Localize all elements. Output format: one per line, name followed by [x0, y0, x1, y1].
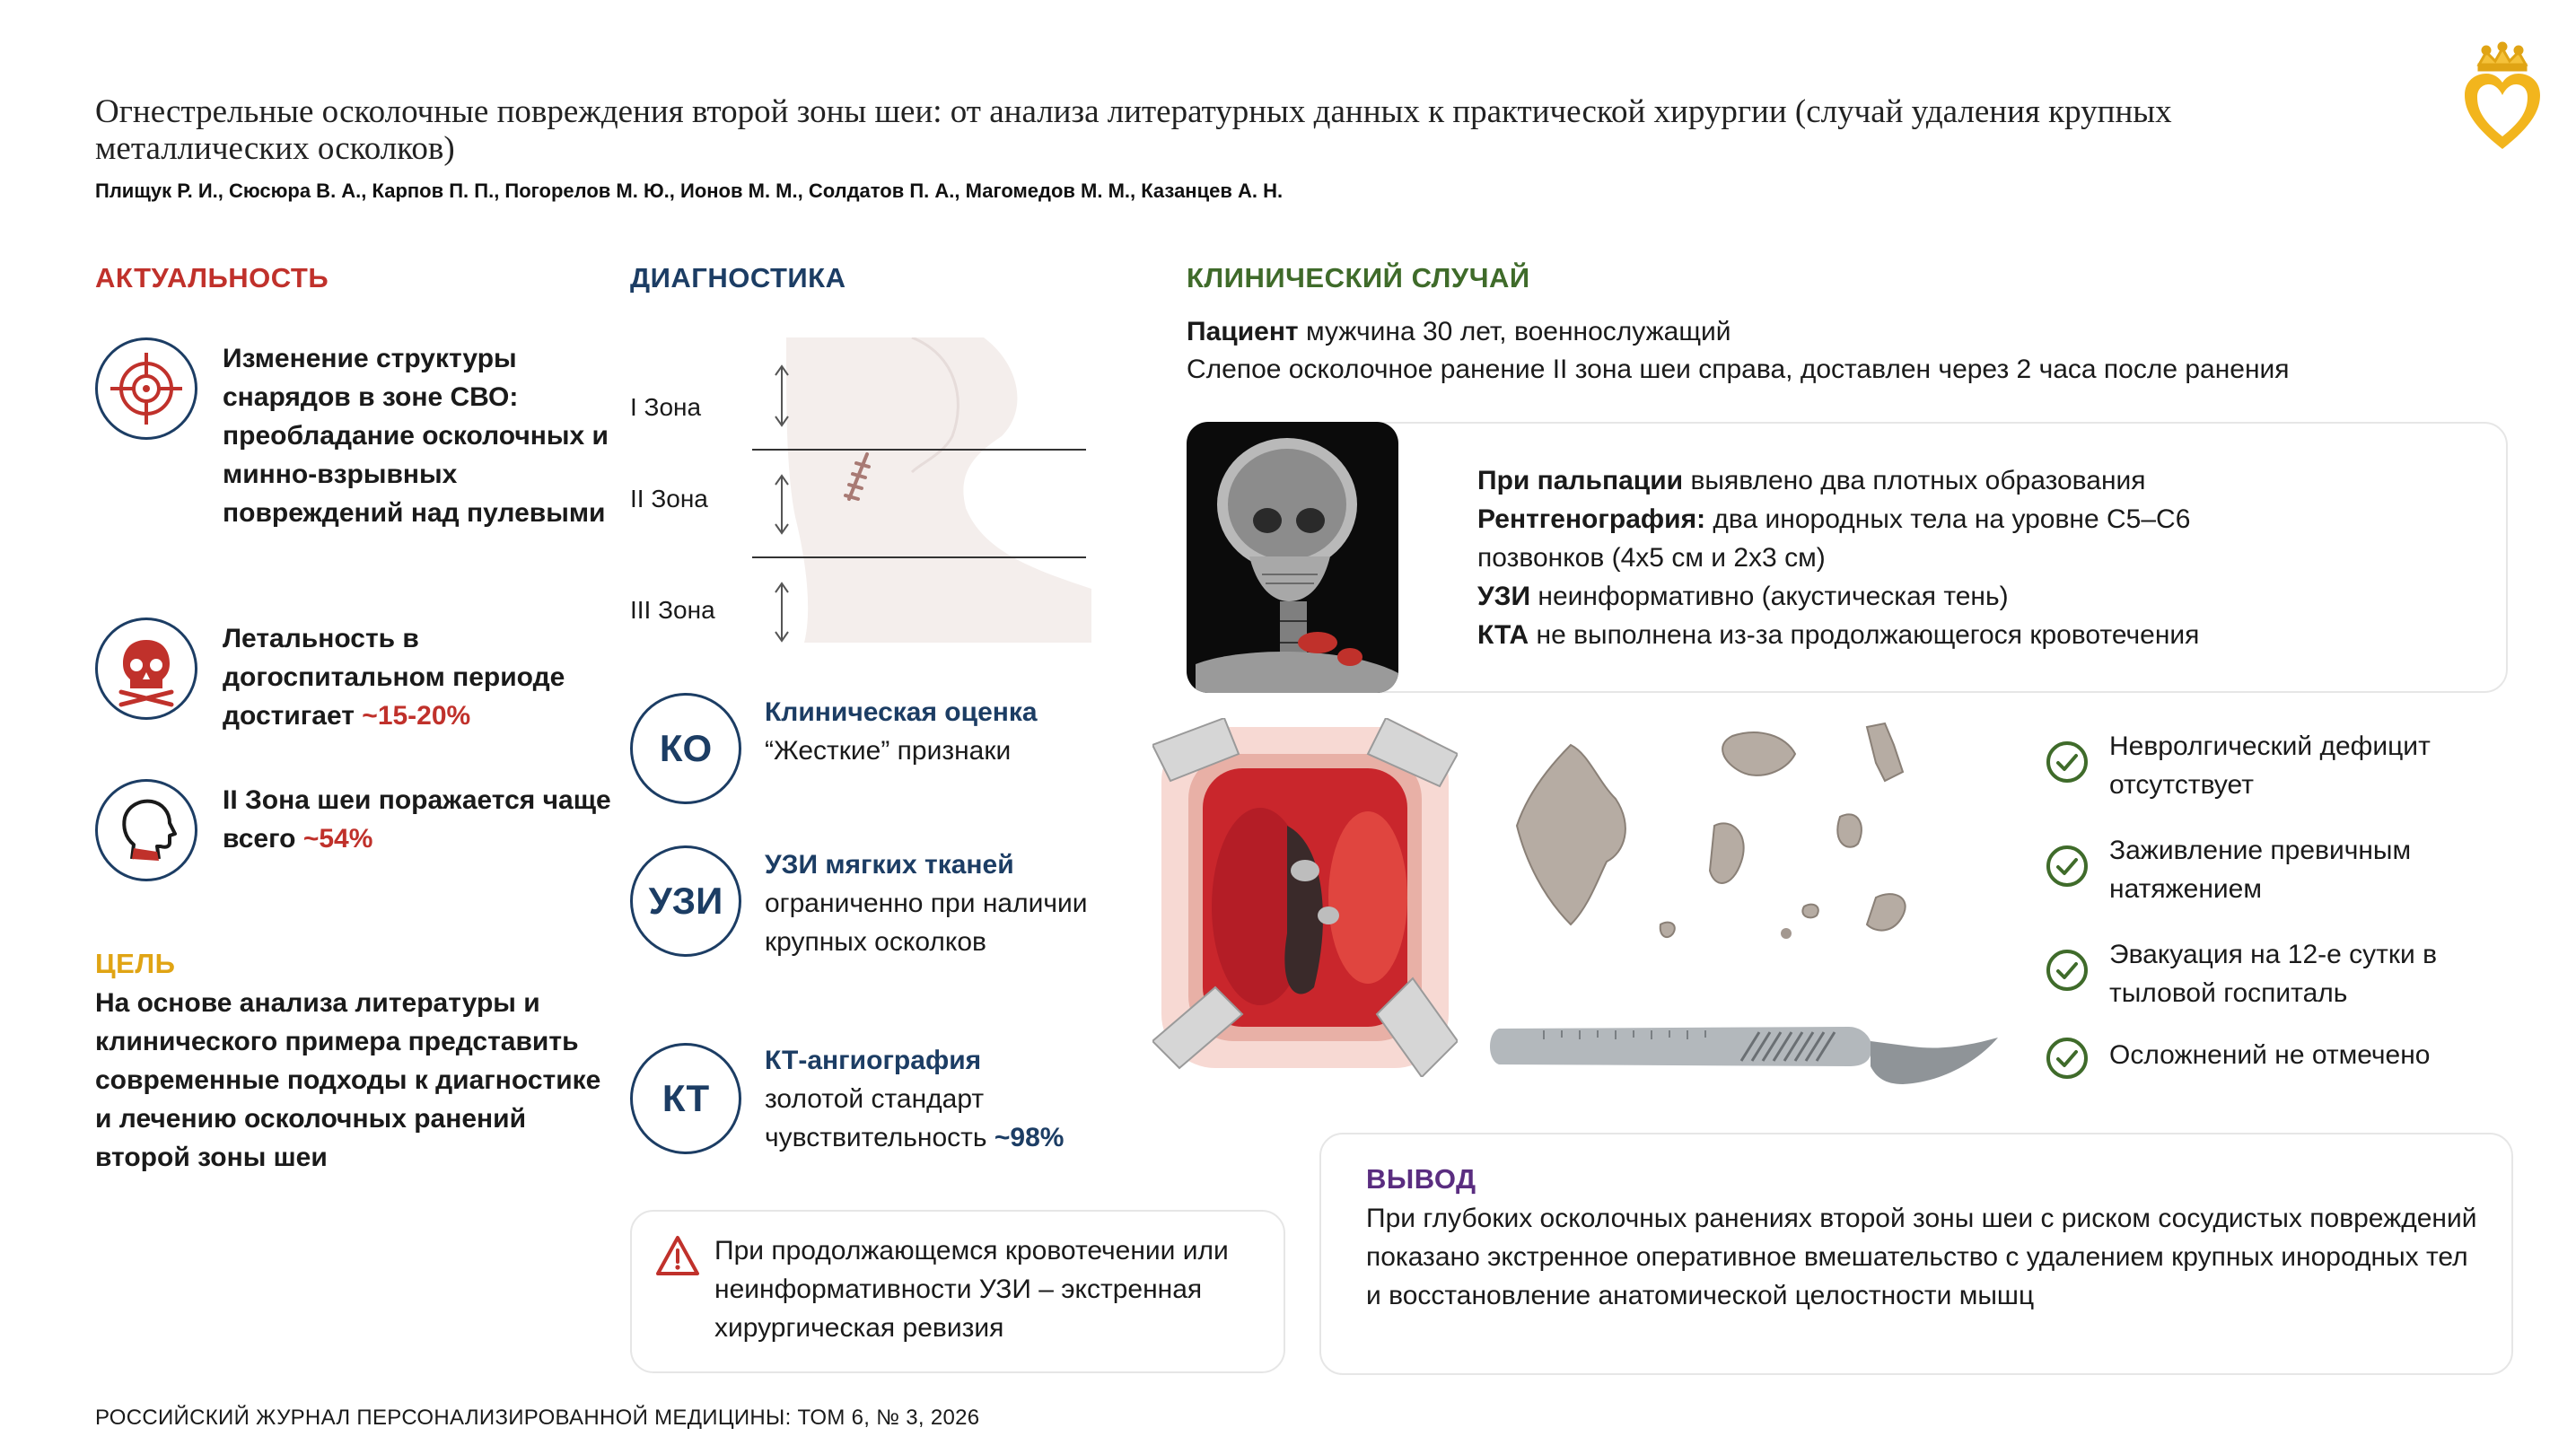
- journal-footer: РОССИЙСКИЙ ЖУРНАЛ ПЕРСОНАЛИЗИРОВАННОЙ МЕДИЦИНЫ: ТОМ 6, № 3, 2026: [95, 1406, 980, 1430]
- relevance-item-1: Изменение структуры снарядов в зоне СВО: преобладание осколочных и минно-взрывных повреждений над пулевыми: [223, 344, 609, 528]
- xray-image: [1187, 422, 1398, 693]
- warning-text: При продолжающемся кровотечении или неинформативности УЗИ – экстренная хирургическая ревизия: [714, 1236, 1229, 1343]
- check-icon: [2045, 948, 2090, 993]
- goal-heading: ЦЕЛЬ: [95, 948, 176, 979]
- method-kt-text: золотой стандарт чувствительность: [765, 1084, 987, 1152]
- diagnostics-heading: ДИАГНОСТИКА: [630, 262, 846, 293]
- warning-card: [630, 1210, 1285, 1373]
- skull-icon: [95, 618, 197, 720]
- scalpel-illustration: [1490, 1011, 2002, 1091]
- finding-palpation-label: При пальпации: [1477, 466, 1684, 495]
- surgical-wound-illustration: [1152, 718, 1458, 1077]
- method-kt-badge: КТ: [630, 1043, 741, 1154]
- target-icon: [95, 337, 197, 440]
- method-ko-title: Клиническая оценка: [765, 697, 1038, 727]
- case-wound: Слепое осколочное ранение II зона шеи справа, доставлен через 2 часа после ранения: [1187, 355, 2290, 384]
- head-profile-icon: [95, 779, 197, 881]
- page-title: Огнестрельные осколочные повреждения второй зоны шеи: от анализа литературных данных к практической хирургии (случай удаления крупных металлических осколков): [95, 93, 2172, 167]
- check-icon: [2045, 740, 2090, 784]
- method-kt: [765, 1041, 1142, 1157]
- method-ko-badge: КО: [630, 693, 741, 804]
- neck-illustration: [750, 337, 1091, 643]
- warning-icon: [655, 1235, 700, 1276]
- method-uzi-badge: УЗИ: [630, 845, 741, 957]
- finding-xray-label: Рентгенография:: [1477, 504, 1706, 534]
- finding-palpation-text: выявлено два плотных образования: [1690, 466, 2146, 495]
- findings-list: [1477, 461, 2483, 654]
- relevance-item-2: [223, 619, 618, 735]
- goal-text: На основе анализа литературы и клинического примера представить современные подходы к диагностике и лечению осколочных ранений второй зоны шеи: [95, 988, 601, 1172]
- logo-heart-crown-icon: [2459, 41, 2545, 153]
- method-kt-value: ~98%: [994, 1123, 1065, 1152]
- zone-divider-2: [752, 556, 1086, 558]
- finding-palpation: [1477, 461, 2483, 500]
- method-uzi-title: УЗИ мягких тканей: [765, 850, 1014, 880]
- check-icon: [2045, 1036, 2090, 1081]
- metal-fragments-illustration: [1490, 718, 1993, 987]
- case-patient-text: мужчина 30 лет, военнослужащий: [1305, 317, 1731, 346]
- finding-kta-label: КТА: [1477, 620, 1529, 650]
- zone-2-label: II Зона: [630, 485, 708, 512]
- outcome-text-4: Осложнений не отмечено: [2109, 1040, 2431, 1070]
- finding-uzi: [1477, 577, 2483, 616]
- relevance-item-3-value: ~54%: [302, 824, 373, 854]
- finding-xray-text: два инородных тела на уровне С5–С6 позвонков (4х5 см и 2х3 см): [1477, 504, 2191, 573]
- relevance-item-3: [223, 781, 618, 858]
- conclusion-text: При глубоких осколочных ранениях второй зоны шеи с риском сосудистых повреждений показано экстренное оперативное вмешательство с удалением крупных инородных тел и восстановление анатомической целостности мышц: [1366, 1204, 2477, 1310]
- outcome-text-2: Заживление превичным натяжением: [2109, 836, 2412, 904]
- case-heading: КЛИНИЧЕСКИЙ СЛУЧАЙ: [1187, 262, 1530, 293]
- method-kt-title: КТ-ангиография: [765, 1046, 982, 1075]
- relevance-item-2-text: Летальность в догоспитальном периоде достигает: [223, 624, 565, 731]
- method-kt-text-wrap: [765, 1080, 1142, 1157]
- method-uzi: [765, 845, 1124, 961]
- outcome-text-3: Эвакуация на 12-е сутки в тыловой госпиталь: [2109, 940, 2438, 1008]
- finding-uzi-text: неинформативно (акустическая тень): [1538, 582, 2009, 611]
- relevance-heading: АКТУАЛЬНОСТЬ: [95, 262, 329, 293]
- method-ko: [765, 693, 1124, 770]
- check-icon: [2045, 844, 2090, 889]
- method-uzi-text: ограниченно при наличии крупных осколков: [765, 889, 1088, 957]
- zone-3-label: III Зона: [630, 596, 715, 624]
- conclusion-heading: ВЫВОД: [1366, 1163, 1476, 1195]
- finding-xray: [1477, 500, 2285, 577]
- case-patient: [1187, 312, 2515, 351]
- outcome-text-1: Невролгический дефицит отсутствует: [2109, 731, 2431, 800]
- case-patient-label: Пациент: [1187, 317, 1299, 346]
- finding-kta: [1477, 616, 2483, 654]
- relevance-item-3-text: II Зона шеи поражается чаще всего: [223, 785, 611, 854]
- zone-divider-1: [752, 449, 1086, 451]
- zone-arrows: [768, 363, 795, 668]
- zone-1-label: I Зона: [630, 393, 702, 421]
- finding-kta-text: не выполнена из-за продолжающегося кровотечения: [1536, 620, 2200, 650]
- relevance-item-2-value: ~15-20%: [362, 701, 471, 731]
- method-ko-text: “Жесткие” признаки: [765, 736, 1012, 766]
- authors: Плищук Р. И., Сюсюра В. А., Карпов П. П., Погорелов М. Ю., Ионов М. М., Солдатов П. А., Магомедов М. М., Казанцев А. Н.: [95, 180, 1284, 202]
- finding-uzi-label: УЗИ: [1477, 582, 1531, 611]
- conclusion-card: [1319, 1133, 2513, 1375]
